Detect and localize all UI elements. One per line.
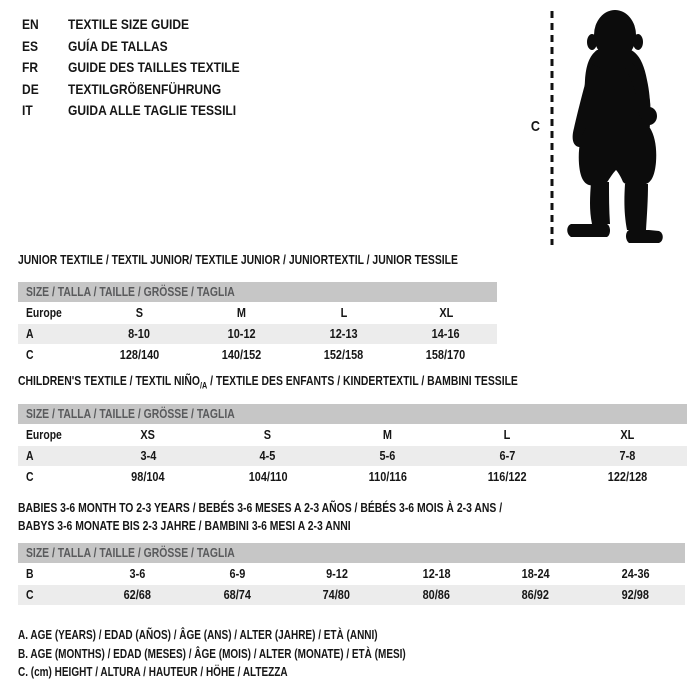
table-row <box>18 345 497 365</box>
size-cell: 9-12 <box>325 566 348 581</box>
language-row <box>22 79 268 101</box>
size-cell: 86/92 <box>522 587 550 602</box>
size-cell: XS <box>140 427 156 442</box>
size-cell: 158/170 <box>426 347 466 362</box>
size-cell: 98/104 <box>131 469 165 484</box>
size-cell: 3-6 <box>129 566 146 581</box>
size-table-children <box>18 373 687 488</box>
table-row <box>18 324 497 344</box>
language-name: GUIDE DES TAILLES TEXTILE <box>68 59 240 76</box>
size-header-band: SIZE / TALLA / TAILLE / GRÖSSE / TAGLIA <box>18 543 685 563</box>
table-row <box>18 564 685 584</box>
measure-label-c: C <box>530 118 540 135</box>
language-row <box>22 14 268 36</box>
size-header-band: SIZE / TALLA / TAILLE / GRÖSSE / TAGLIA <box>18 282 497 302</box>
language-code: ES <box>22 37 39 54</box>
row-label: Europe <box>26 305 62 320</box>
size-cell: 24-36 <box>621 566 650 581</box>
size-cell: 10-12 <box>227 326 256 341</box>
legend-line: C. (cm) HEIGHT / ALTURA / HAUTEUR / HÖHE / ALTEZZA <box>18 665 288 679</box>
language-row <box>22 36 268 58</box>
size-cell: S <box>135 305 143 320</box>
language-code: FR <box>22 59 39 76</box>
legend-line: B. AGE (MONTHS) / EDAD (MESES) / ÂGE (MOIS) / ALTER (MONATE) / ETÀ (MESI) <box>18 646 406 661</box>
size-cell: 14-16 <box>431 326 460 341</box>
size-cell: L <box>340 305 347 320</box>
size-cell: 62/68 <box>124 587 152 602</box>
size-cell: 104/110 <box>248 469 288 484</box>
legend-line: A. AGE (YEARS) / EDAD (AÑOS) / ÂGE (ANS) / ALTER (JAHRE) / ETÀ (ANNI) <box>18 628 378 642</box>
language-row <box>22 100 268 122</box>
size-cell: 18-24 <box>521 566 550 581</box>
language-row <box>22 57 268 79</box>
language-code: EN <box>22 16 39 32</box>
size-cell: 74/80 <box>323 587 351 602</box>
size-cell: 68/74 <box>223 587 251 602</box>
language-name: TEXTILGRÖßENFÜHRUNG <box>68 80 222 97</box>
figure-height-measure <box>495 5 690 251</box>
language-name: GUIDA ALLE TAGLIE TESSILI <box>68 102 237 119</box>
size-cell: 80/86 <box>422 587 450 602</box>
language-code: DE <box>22 80 39 97</box>
size-cell: L <box>503 427 511 442</box>
size-cell: 116/122 <box>487 469 527 484</box>
size-cell: XL <box>438 305 453 320</box>
size-cell: 140/152 <box>221 347 262 362</box>
row-label: C <box>26 347 34 362</box>
row-label: C <box>26 469 34 484</box>
size-cell: XL <box>620 427 635 442</box>
size-cell: 3-4 <box>140 448 156 463</box>
size-table-babies <box>18 499 685 606</box>
row-label: B <box>26 566 34 581</box>
size-cell: 12-13 <box>329 326 358 341</box>
size-cell: S <box>264 427 272 442</box>
size-cell: 8-10 <box>128 326 151 341</box>
table-row <box>18 425 687 445</box>
row-label: C <box>26 587 34 602</box>
size-cell: M <box>382 427 393 442</box>
table-title: CHILDREN'S TEXTILE / TEXTIL $NIÑO_{/A}$ / TEXTILE DES ENFANTS / KINDERTEXTIL / BAMBINI TESSILE <box>18 373 518 391</box>
size-cell: 6-7 <box>499 448 516 463</box>
toddler-silhouette-icon <box>563 8 667 246</box>
size-cell: 110/116 <box>368 469 407 484</box>
size-cell: 12-18 <box>422 566 451 581</box>
table-row <box>18 585 685 605</box>
size-cell: 122/128 <box>607 469 647 484</box>
size-cell: M <box>236 305 246 320</box>
size-cell: 92/98 <box>621 587 649 602</box>
language-list <box>22 14 268 122</box>
size-cell: 128/140 <box>119 347 159 362</box>
size-cell: 6-9 <box>229 566 246 581</box>
language-name: TEXTILE SIZE GUIDE <box>68 16 190 32</box>
size-cell: 7-8 <box>619 448 635 463</box>
table-row <box>18 446 687 466</box>
language-name: GUÍA DE TALLAS <box>68 37 168 54</box>
table-row <box>18 303 497 323</box>
size-cell: 4-5 <box>259 448 276 463</box>
row-label: A <box>26 448 34 463</box>
row-label: A <box>26 326 34 341</box>
size-cell: 5-6 <box>379 448 396 463</box>
size-header-band: SIZE / TALLA / TAILLE / GRÖSSE / TAGLIA <box>18 404 687 424</box>
dashed-measure-line-icon <box>550 11 554 245</box>
table-title: BABIES 3-6 MONTH TO 2-3 YEARS / BEBÉS 3-6 MESES A 2-3 AÑOS / BÉBÉS 3-6 MOIS À 2-3 ANS / BABYS 3-6 MONATE BIS 2-3 JAHRE / BAMBINI 3-6 MESI A 2-3 ANNI <box>18 500 503 533</box>
row-label: Europe <box>26 427 62 442</box>
legend <box>18 626 503 682</box>
language-code: IT <box>22 102 33 119</box>
table-title: JUNIOR TEXTILE / TEXTIL JUNIOR/ TEXTILE JUNIOR / JUNIORTEXTIL / JUNIOR TESSILE <box>18 252 458 267</box>
size-table-junior <box>18 252 497 366</box>
table-row <box>18 467 687 487</box>
size-cell: 152/158 <box>323 347 364 362</box>
